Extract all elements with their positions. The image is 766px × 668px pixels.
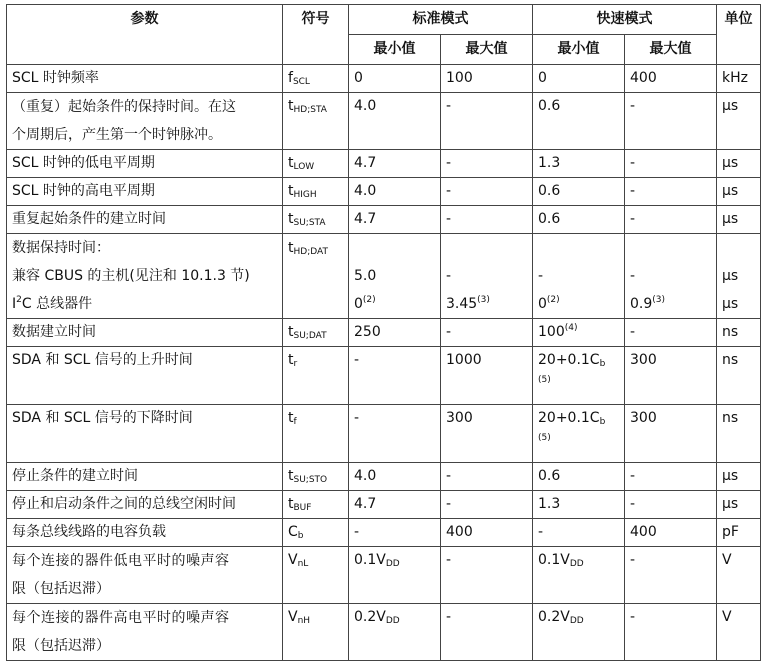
- symbol-cell: $t_{SU;STO}$: [283, 463, 349, 491]
- unit-cell: V: [717, 547, 761, 604]
- fast-min-cell: 0.6: [533, 93, 625, 150]
- unit-cell: μs: [717, 206, 761, 234]
- std-min-cell: 4.7: [349, 491, 441, 519]
- table-row: [7, 347, 761, 405]
- std-max-cell: 1000: [441, 347, 533, 405]
- std-max-cell: -: [441, 491, 533, 519]
- symbol-cell: $t_{LOW}$: [283, 150, 349, 178]
- std-max-cell: -: [441, 178, 533, 206]
- std-min-cell: $0.1V_{DD}$: [349, 547, 441, 604]
- header-fast-max: 最大值: [625, 35, 717, 65]
- header-std-min: 最小值: [349, 35, 441, 65]
- param-cell: 每个连接的器件低电平时的噪声容 限（包括迟滞）: [7, 547, 283, 604]
- fast-min-cell: $0.2V_{DD}$: [533, 604, 625, 661]
- table-row: [7, 178, 761, 206]
- param-cell: 停止和启动条件之间的总线空闲时间: [7, 491, 283, 519]
- table-row: [7, 319, 761, 347]
- std-max-cell: -: [441, 547, 533, 604]
- unit-cell: μs: [717, 93, 761, 150]
- std-min-cell: -: [349, 519, 441, 547]
- fast-min-cell: 1.3: [533, 491, 625, 519]
- std-min-cell: 5.0 0$^{(2)}$: [349, 234, 441, 319]
- unit-cell: ns: [717, 319, 761, 347]
- table-row: [7, 234, 761, 319]
- table-row: [7, 491, 761, 519]
- std-min-cell: -: [349, 347, 441, 405]
- unit-cell: μs: [717, 491, 761, 519]
- unit-cell: ns: [717, 405, 761, 463]
- unit-cell: μs: [717, 463, 761, 491]
- param-cell: 每个连接的器件高电平时的噪声容 限（包括迟滞）: [7, 604, 283, 661]
- std-max-cell: 100: [441, 65, 533, 93]
- std-min-cell: -: [349, 405, 441, 463]
- std-max-cell: -: [441, 93, 533, 150]
- std-min-cell: 4.0: [349, 178, 441, 206]
- header-param: 参数: [7, 5, 283, 65]
- table-row: [7, 519, 761, 547]
- fast-max-cell: 300: [625, 405, 717, 463]
- std-min-cell: 4.0: [349, 93, 441, 150]
- std-min-cell: $0.2V_{DD}$: [349, 604, 441, 661]
- unit-cell: kHz: [717, 65, 761, 93]
- param-cell: 数据保持时间： 兼容 CBUS 的主机(见注和 10.1.3 节) $I^2C$ 总线器件: [7, 234, 283, 319]
- param-cell: 停止条件的建立时间: [7, 463, 283, 491]
- fast-max-cell: -: [625, 604, 717, 661]
- std-max-cell: 300: [441, 405, 533, 463]
- header-std-max: 最大值: [441, 35, 533, 65]
- symbol-cell: $t_{HD;STA}$: [283, 93, 349, 150]
- unit-cell: pF: [717, 519, 761, 547]
- fast-max-cell: - 0.9$^{(3)}$: [625, 234, 717, 319]
- fast-min-cell: 1.3: [533, 150, 625, 178]
- std-max-cell: -: [441, 319, 533, 347]
- fast-max-cell: -: [625, 206, 717, 234]
- std-max-cell: - 3.45$^{(3)}$: [441, 234, 533, 319]
- fast-min-cell: 0.6: [533, 463, 625, 491]
- header-fast-mode: 快速模式: [533, 5, 717, 35]
- symbol-cell: $f_{SCL}$: [283, 65, 349, 93]
- std-max-cell: -: [441, 206, 533, 234]
- fast-min-cell: $0.1V_{DD}$: [533, 547, 625, 604]
- fast-max-cell: 400: [625, 519, 717, 547]
- table-row: [7, 206, 761, 234]
- header-symbol: 符号: [283, 5, 349, 65]
- std-max-cell: -: [441, 463, 533, 491]
- symbol-cell: $t_{BUF}$: [283, 491, 349, 519]
- std-min-cell: 250: [349, 319, 441, 347]
- param-cell: SDA 和 SCL 信号的上升时间: [7, 347, 283, 405]
- std-max-cell: -: [441, 604, 533, 661]
- fast-min-cell: 0.6: [533, 178, 625, 206]
- param-cell: 每条总线线路的电容负载: [7, 519, 283, 547]
- header-standard-mode: 标准模式: [349, 5, 533, 35]
- std-max-cell: -: [441, 150, 533, 178]
- fast-max-cell: -: [625, 547, 717, 604]
- fast-min-cell: 0.6: [533, 206, 625, 234]
- symbol-cell: $V_{nL}$: [283, 547, 349, 604]
- symbol-cell: $t_{SU;DAT}$: [283, 319, 349, 347]
- symbol-cell: $t_r$: [283, 347, 349, 405]
- symbol-cell: $t_f$: [283, 405, 349, 463]
- symbol-cell: $V_{nH}$: [283, 604, 349, 661]
- i2c-timing-table: [6, 4, 761, 661]
- header-fast-min: 最小值: [533, 35, 625, 65]
- table-row: [7, 65, 761, 93]
- fast-max-cell: -: [625, 93, 717, 150]
- table-row: [7, 405, 761, 463]
- fast-max-cell: -: [625, 463, 717, 491]
- fast-max-cell: -: [625, 178, 717, 206]
- unit-cell: V: [717, 604, 761, 661]
- param-cell: 数据建立时间: [7, 319, 283, 347]
- param-cell: 重复起始条件的建立时间: [7, 206, 283, 234]
- std-min-cell: 4.7: [349, 150, 441, 178]
- param-cell: SCL 时钟频率: [7, 65, 283, 93]
- std-min-cell: 4.0: [349, 463, 441, 491]
- fast-min-cell: $20+0.1C_b$ (5): [533, 405, 625, 463]
- unit-cell: μs: [717, 178, 761, 206]
- param-cell: SCL 时钟的低电平周期: [7, 150, 283, 178]
- fast-min-cell: - 0$^{(2)}$: [533, 234, 625, 319]
- table-row: [7, 547, 761, 604]
- table-row: [7, 93, 761, 150]
- symbol-cell: $t_{HIGH}$: [283, 178, 349, 206]
- fast-max-cell: 300: [625, 347, 717, 405]
- fast-max-cell: 400: [625, 65, 717, 93]
- fast-min-cell: 100$^{(4)}$: [533, 319, 625, 347]
- fast-min-cell: -: [533, 519, 625, 547]
- symbol-cell: $C_b$: [283, 519, 349, 547]
- table-row: [7, 604, 761, 661]
- std-min-cell: 4.7: [349, 206, 441, 234]
- fast-min-cell: $20+0.1C_b$ (5): [533, 347, 625, 405]
- unit-cell: μs μs: [717, 234, 761, 319]
- unit-cell: ns: [717, 347, 761, 405]
- std-max-cell: 400: [441, 519, 533, 547]
- fast-max-cell: -: [625, 491, 717, 519]
- table-row: [7, 150, 761, 178]
- fast-max-cell: -: [625, 319, 717, 347]
- std-min-cell: 0: [349, 65, 441, 93]
- param-cell: SDA 和 SCL 信号的下降时间: [7, 405, 283, 463]
- fast-max-cell: -: [625, 150, 717, 178]
- unit-cell: μs: [717, 150, 761, 178]
- param-cell: SCL 时钟的高电平周期: [7, 178, 283, 206]
- header-unit: 单位: [717, 5, 761, 65]
- symbol-cell: $t_{SU;STA}$: [283, 206, 349, 234]
- symbol-cell: $t_{HD;DAT}$: [283, 234, 349, 319]
- table-row: [7, 463, 761, 491]
- fast-min-cell: 0: [533, 65, 625, 93]
- param-cell: （重复）起始条件的保持时间。在这 个周期后，产生第一个时钟脉冲。: [7, 93, 283, 150]
